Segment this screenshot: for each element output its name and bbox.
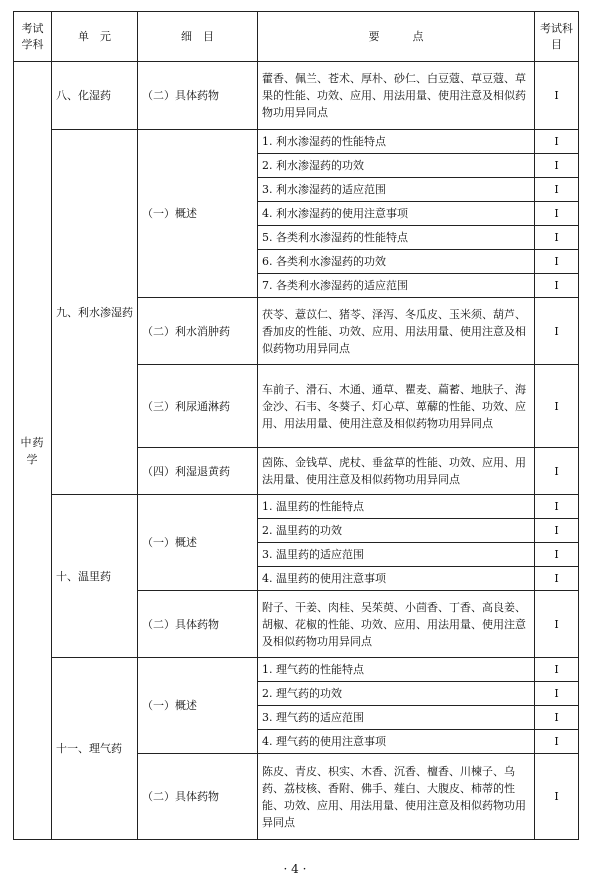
point-cell: 2. 理气药的功效 bbox=[258, 682, 535, 706]
level-cell: I bbox=[535, 519, 579, 543]
header-unit: 单 元 bbox=[52, 12, 138, 62]
point-cell: 3. 理气药的适应范围 bbox=[258, 706, 535, 730]
header-detail: 细 目 bbox=[138, 12, 258, 62]
detail-cell: （二）利水消肿药 bbox=[138, 298, 258, 365]
level-cell: I bbox=[535, 365, 579, 448]
level-cell: I bbox=[535, 154, 579, 178]
level-cell: I bbox=[535, 658, 579, 682]
point-cell: 2. 利水渗湿药的功效 bbox=[258, 154, 535, 178]
level-cell: I bbox=[535, 567, 579, 591]
detail-cell: （一）概述 bbox=[138, 658, 258, 754]
point-cell: 6. 各类利水渗湿药的功效 bbox=[258, 250, 535, 274]
header-level: 考试科目 bbox=[535, 12, 579, 62]
table-header-row bbox=[14, 12, 579, 62]
unit-cell: 九、利水渗湿药 bbox=[52, 130, 138, 495]
point-cell: 4. 利水渗湿药的使用注意事项 bbox=[258, 202, 535, 226]
level-cell: I bbox=[535, 130, 579, 154]
point-cell: 藿香、佩兰、苍术、厚朴、砂仁、白豆蔻、草豆蔻、草果的性能、功效、应用、用法用量、使用注意及相似药物功用异同点 bbox=[258, 62, 535, 130]
detail-cell: （二）具体药物 bbox=[138, 591, 258, 658]
point-cell: 茯苓、薏苡仁、猪苓、泽泻、冬瓜皮、玉米须、葫芦、香加皮的性能、功效、应用、用法用量、使用注意及相似药物功用异同点 bbox=[258, 298, 535, 365]
point-cell: 茵陈、金钱草、虎杖、垂盆草的性能、功效、应用、用法用量、使用注意及相似药物功用异同点 bbox=[258, 448, 535, 495]
point-cell: 1. 温里药的性能特点 bbox=[258, 495, 535, 519]
point-cell: 7. 各类利水渗湿药的适应范围 bbox=[258, 274, 535, 298]
detail-cell: （一）概述 bbox=[138, 130, 258, 298]
point-cell: 车前子、滑石、木通、通草、瞿麦、萹蓄、地肤子、海金沙、石韦、冬葵子、灯心草、萆薢的性能、功效、应用、用法用量、使用注意及相似药物功用异同点 bbox=[258, 365, 535, 448]
table-row bbox=[14, 62, 579, 130]
unit-cell: 十、温里药 bbox=[52, 495, 138, 658]
detail-cell: （二）具体药物 bbox=[138, 62, 258, 130]
level-cell: I bbox=[535, 202, 579, 226]
table-row bbox=[14, 130, 579, 154]
level-cell: I bbox=[535, 62, 579, 130]
level-cell: I bbox=[535, 591, 579, 658]
detail-cell: （三）利尿通淋药 bbox=[138, 365, 258, 448]
detail-cell: （一）概述 bbox=[138, 495, 258, 591]
level-cell: I bbox=[535, 274, 579, 298]
point-cell: 附子、干姜、肉桂、吴茱萸、小茴香、丁香、高良姜、胡椒、花椒的性能、功效、应用、用法用量、使用注意及相似药物功用异同点 bbox=[258, 591, 535, 658]
level-cell: I bbox=[535, 298, 579, 365]
level-cell: I bbox=[535, 682, 579, 706]
detail-cell: （四）利湿退黄药 bbox=[138, 448, 258, 495]
detail-cell: （二）具体药物 bbox=[138, 754, 258, 840]
level-cell: I bbox=[535, 448, 579, 495]
level-cell: I bbox=[535, 543, 579, 567]
header-point: 要 点 bbox=[258, 12, 535, 62]
table-row bbox=[14, 495, 579, 519]
point-cell: 2. 温里药的功效 bbox=[258, 519, 535, 543]
level-cell: I bbox=[535, 250, 579, 274]
header-subject: 考试学科 bbox=[14, 12, 52, 62]
point-cell: 1. 利水渗湿药的性能特点 bbox=[258, 130, 535, 154]
point-cell: 3. 利水渗湿药的适应范围 bbox=[258, 178, 535, 202]
level-cell: I bbox=[535, 754, 579, 840]
point-cell: 1. 理气药的性能特点 bbox=[258, 658, 535, 682]
syllabus-table bbox=[13, 11, 579, 840]
subject-cell: 中药学 bbox=[14, 62, 52, 840]
level-cell: I bbox=[535, 730, 579, 754]
point-cell: 陈皮、青皮、枳实、木香、沉香、檀香、川楝子、乌药、荔枝核、香附、佛手、薤白、大腹皮、柿蒂的性能、功效、应用、用法用量、使用注意及相似药物功用异同点 bbox=[258, 754, 535, 840]
level-cell: I bbox=[535, 495, 579, 519]
level-cell: I bbox=[535, 706, 579, 730]
level-cell: I bbox=[535, 226, 579, 250]
unit-cell: 八、化湿药 bbox=[52, 62, 138, 130]
point-cell: 4. 温里药的使用注意事项 bbox=[258, 567, 535, 591]
level-cell: I bbox=[535, 178, 579, 202]
unit-cell: 十一、理气药 bbox=[52, 658, 138, 840]
table-row bbox=[14, 658, 579, 682]
point-cell: 5. 各类利水渗湿药的性能特点 bbox=[258, 226, 535, 250]
point-cell: 4. 理气药的使用注意事项 bbox=[258, 730, 535, 754]
point-cell: 3. 温里药的适应范围 bbox=[258, 543, 535, 567]
page-number: · 4 · bbox=[283, 862, 307, 876]
